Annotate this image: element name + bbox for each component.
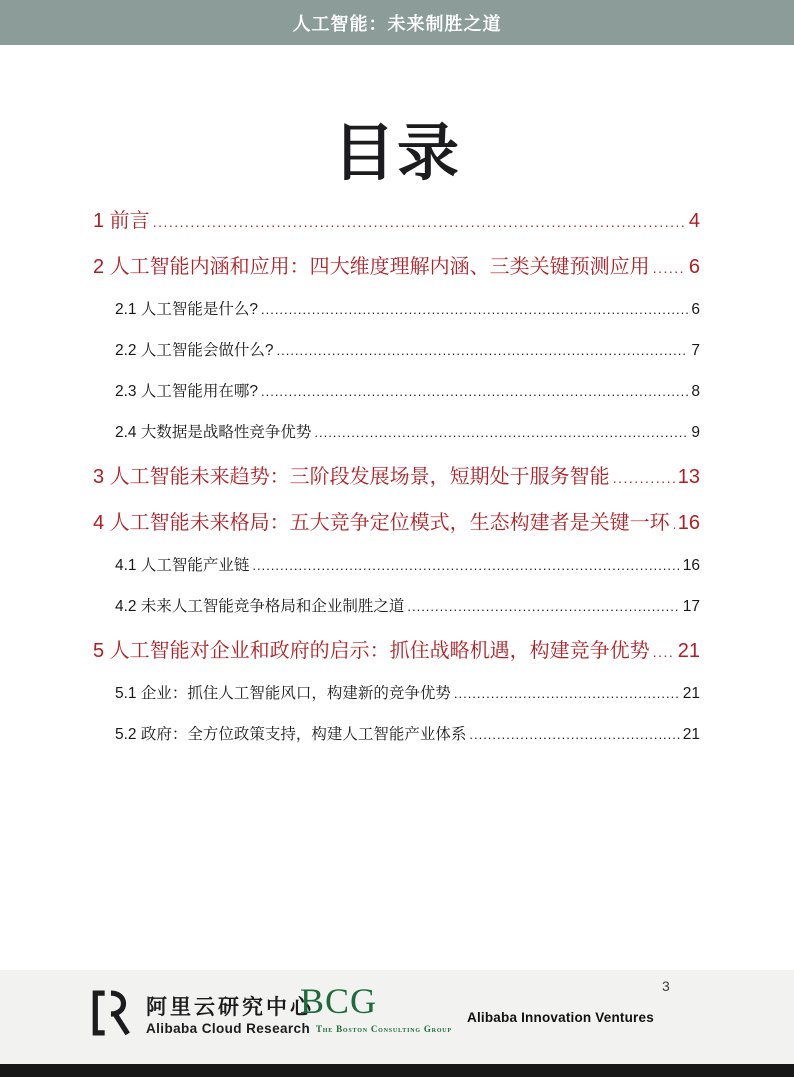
toc-entry-2-4[interactable] — [93, 423, 700, 443]
toc-entry-title: 2.2 人工智能会做什么? — [115, 342, 274, 359]
toc-entry-title: 5.2 政府：全方位政策支持，构建人工智能产业体系 — [115, 726, 467, 743]
bcg-acronym: BCG — [300, 981, 378, 1021]
toc-entry-title: 2.3 人工智能用在哪? — [115, 383, 258, 400]
toc-list — [93, 208, 700, 766]
alibaba-cloud-research-text — [146, 995, 314, 1035]
bcg-full-name: The Boston Consulting Group — [316, 1023, 452, 1034]
header-band — [0, 0, 794, 45]
toc-leader-dots — [613, 464, 675, 491]
toc-entry-page: 13 — [677, 466, 700, 488]
bottom-bar — [0, 1064, 794, 1077]
toc-heading-wrap — [0, 118, 794, 189]
page-number: 3 — [662, 978, 670, 994]
toc-leader-dots — [261, 300, 688, 320]
alibaba-cloud-research-logo-icon — [90, 990, 134, 1041]
toc-entry-2-3[interactable] — [93, 382, 700, 402]
toc-entry-title: 2.1 人工智能是什么? — [115, 301, 258, 318]
toc-leader-dots — [276, 341, 688, 361]
toc-entry-title: 4.1 人工智能产业链 — [115, 557, 250, 574]
toc-entry-2[interactable] — [93, 254, 700, 281]
toc-entry-page: 6 — [691, 301, 700, 318]
toc-leader-dots — [261, 382, 688, 402]
toc-entry-title: 2.4 大数据是战略性竞争优势 — [115, 424, 312, 441]
document-title: 人工智能：未来制胜之道 — [292, 13, 502, 34]
toc-entry-3[interactable] — [93, 464, 700, 491]
toc-leader-dots — [314, 423, 688, 443]
toc-entry-2-2[interactable] — [93, 341, 700, 361]
alibaba-cloud-research-en: Alibaba Cloud Research — [146, 1020, 311, 1036]
toc-leader-dots — [252, 556, 679, 576]
bcg-logo — [300, 982, 452, 1034]
toc-heading: 目录 — [332, 119, 461, 188]
toc-entry-5-2[interactable] — [93, 725, 700, 745]
toc-entry-page: 21 — [682, 726, 700, 743]
toc-leader-dots — [454, 684, 680, 704]
toc-entry-page: 16 — [677, 512, 700, 534]
toc-leader-dots — [653, 638, 675, 665]
alibaba-innovation-ventures-logo: Alibaba Innovation Ventures — [467, 1010, 654, 1025]
toc-entry-4-2[interactable] — [93, 597, 700, 617]
toc-entry-page: 4 — [688, 210, 700, 232]
toc-entry-page: 21 — [677, 640, 700, 662]
toc-entry-1[interactable] — [93, 208, 700, 235]
toc-entry-4-1[interactable] — [93, 556, 700, 576]
toc-entry-title: 4 人工智能未来格局：五大竞争定位模式，生态构建者是关键一环 — [93, 512, 670, 534]
toc-entry-2-1[interactable] — [93, 300, 700, 320]
toc-entry-title: 1 前言 — [93, 210, 150, 232]
toc-entry-page: 8 — [691, 383, 700, 400]
toc-entry-title: 3 人工智能未来趋势：三阶段发展场景，短期处于服务智能 — [93, 466, 610, 488]
toc-entry-5[interactable] — [93, 638, 700, 665]
toc-entry-title: 5 人工智能对企业和政府的启示：抓住战略机遇，构建竞争优势 — [93, 640, 650, 662]
toc-entry-page: 9 — [691, 424, 700, 441]
footer-band — [0, 970, 794, 1064]
toc-entry-page: 6 — [688, 256, 700, 278]
toc-entry-page: 21 — [682, 685, 700, 702]
toc-entry-page: 17 — [682, 598, 700, 615]
alibaba-cloud-research-cn: 阿里云研究中心 — [146, 996, 314, 1020]
toc-entry-title: 4.2 未来人工智能竞争格局和企业制胜之道 — [115, 598, 405, 615]
alibaba-cloud-research-logo — [90, 990, 314, 1041]
toc-entry-page: 16 — [682, 557, 700, 574]
toc-entry-title: 5.1 企业：抓住人工智能风口，构建新的竞争优势 — [115, 685, 451, 702]
toc-leader-dots — [653, 254, 686, 281]
toc-leader-dots — [469, 725, 679, 745]
toc-entry-4[interactable] — [93, 510, 700, 537]
toc-leader-dots — [153, 208, 686, 235]
toc-leader-dots — [673, 510, 675, 537]
toc-entry-5-1[interactable] — [93, 684, 700, 704]
toc-entry-page: 7 — [691, 342, 700, 359]
toc-entry-title: 2 人工智能内涵和应用：四大维度理解内涵、三类关键预测应用 — [93, 256, 650, 278]
toc-leader-dots — [407, 597, 679, 617]
